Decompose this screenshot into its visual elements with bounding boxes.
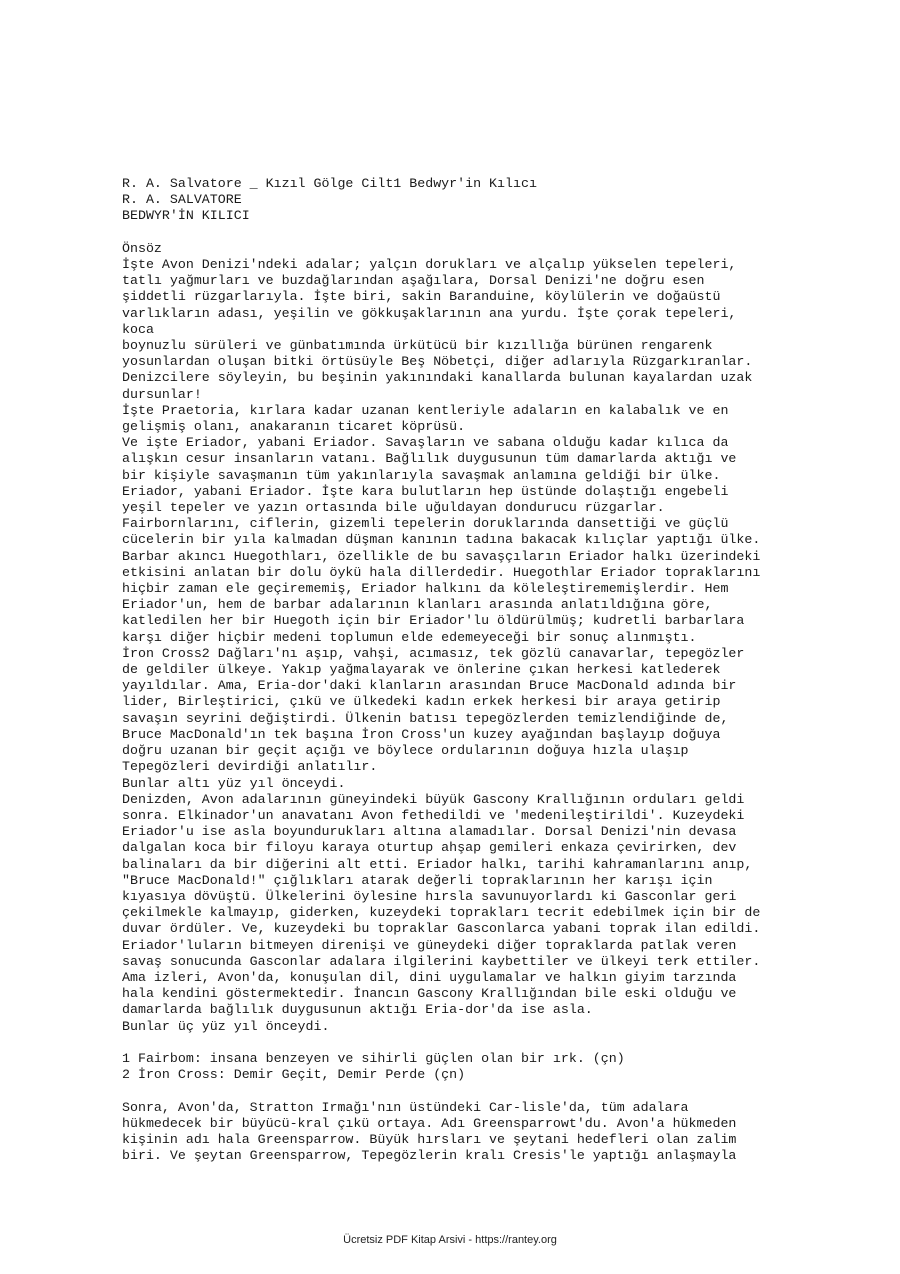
text-line: İşte Avon Denizi'ndeki adalar; yalçın dorukları ve alçalıp yükselen tepeleri,	[122, 257, 737, 272]
text-line: yayıldılar. Ama, Eria-dor'daki klanların arasından Bruce MacDonald adında bir	[122, 678, 737, 694]
text-line: R. A. SALVATORE	[122, 192, 242, 208]
text-line: karşı diğer hiçbir medeni toplumun elde edemeyeceği bir sonuç alınmıştı.	[122, 629, 697, 645]
text-line: koca	[122, 321, 154, 337]
text-line: Denizden, Avon adalarının güneyindeki büyük Gascony Krallığının orduları geldi	[122, 791, 745, 807]
text-line: katledilen her bir Huegoth için bir Eriador'lu öldürülmüş; kudretli barbarlara	[122, 613, 745, 629]
document-body	[122, 176, 822, 1164]
text-line: bir kişiyle savaşmanın tüm yakınlarıyla savaşmak anlamına geldiği bir ülke.	[122, 467, 721, 483]
text-line: Eriador'un, hem de barbar adalarının klanları arasında anlatıldığına göre,	[122, 597, 713, 613]
text-line: Barbar akıncı Huegothları, özellikle de bu savaşçıların Eriador halkı üzerindeki	[122, 548, 761, 564]
text-line: yeşil tepeler ve yazın ortasında bile uğuldayan dondurucu rüzgarlar.	[122, 500, 665, 516]
text-line: de geldiler ülkeye. Yakıp yağmalayarak ve önlerine çıkan herkesi katlederek	[122, 662, 721, 678]
text-line: kişinin adı hala Greensparrow. Büyük hırsları ve şeytani hedefleri olan zalim	[122, 1131, 737, 1147]
text-line: "Bruce MacDonald!" çığlıkları atarak değerli topraklarının her karışı için	[122, 872, 713, 888]
text-line: Eriador, yabani Eriador. İşte kara bulutların hep üstünde dolaştığı engebeli	[122, 483, 729, 499]
text-line: Eriador'luların bitmeyen direnişi ve güneydeki diğer topraklarda patlak veren	[122, 937, 737, 953]
text-line: hala kendini göstermektedir. İnancın Gascony Krallığından bile eski olduğu ve	[122, 986, 737, 1002]
text-line: İron Cross2 Dağları'nı aşıp, vahşi, acımasız, tek gözlü canavarlar, tepegözler	[122, 645, 745, 661]
text-line: şiddetli rüzgarlarıyla. İşte biri, sakin Baranduine, köylülerin ve doğaüstü	[122, 289, 721, 305]
page-footer[interactable]: Ücretsiz PDF Kitap Arsivi - https://rantey.org	[343, 1234, 557, 1246]
text-line: biri. Ve şeytan Greensparrow, Tepegözlerin kralı Cresis'le yaptığı anlaşmayla	[122, 1148, 737, 1164]
text-line: 1 Fairbom: insana benzeyen ve sihirli güçlen olan bir ırk. (çn)	[122, 1050, 625, 1066]
text-line: Fairbornlarını, ciflerin, gizemli tepelerin doruklarında dansettiği ve güçlü	[122, 516, 729, 532]
text-line: Bruce MacDonald'ın tek başına İron Cross'un kuzey ayağından başlayıp doğuya	[122, 726, 721, 742]
text-line: lider, Birleştirici, çıkü ve ülkedeki kadın erkek herkesi bir araya getirip	[122, 694, 721, 710]
text-line: Bunlar üç yüz yıl önceydi.	[122, 1018, 330, 1034]
text-line: BEDWYR'İN KILICI	[122, 208, 250, 224]
text-line: Bunlar altı yüz yıl önceydi.	[122, 775, 346, 791]
text-line: sonra. Elkinador'un anavatanı Avon fethedildi ve 'medenileştirildi'. Kuzeydeki	[122, 807, 745, 823]
text-line: varlıkların adası, yeşilin ve gökkuşaklarının ana yurdu. İşte çorak tepeleri,	[122, 305, 737, 321]
text-line	[122, 1083, 822, 1099]
text-line: 2 İron Cross: Demir Geçit, Demir Perde (çn)	[122, 1067, 466, 1083]
text-line: savaşın seyrini değiştirdi. Ülkenin batısı tepegözlerden temizlendiğinde de,	[122, 710, 729, 726]
text-line: cücelerin bir yıla kalmadan düşman kanının tadına bakacak kılıçlar yaptığı ülke.	[122, 532, 761, 548]
text-line	[122, 225, 822, 241]
text-line: doğru uzanan bir geçit açığı ve böylece ordularının doğuya hızla ulaşıp	[122, 743, 689, 759]
text-line: hükmedecek bir büyücü-kral çıkü ortaya. Adı Greensparrowt'du. Avon'a hükmeden	[122, 1115, 737, 1131]
text-line: İşte Praetoria, kırlara kadar uzanan kentleriyle adaların en kalabalık ve en	[122, 402, 729, 418]
text-line: duvar ördüler. Ve, kuzeydeki bu topraklar Gasconlarca yabani toprak ilan edildi.	[122, 921, 761, 937]
text-line: kıyasıya dövüştü. Ülkelerini öylesine hırsla savunuyorlardı ki Gasconlar geri	[122, 888, 737, 904]
text-line: hiçbir zaman ele geçirememiş, Eriador halkını da köleleştirememişlerdir. Hem	[122, 581, 729, 597]
text-line: çekilmekle kalmayıp, giderken, kuzeydeki toprakları tecrit edebilmek için bir de	[122, 905, 761, 921]
text-line: gelişmiş olanı, anakaranın ticaret köprüsü.	[122, 419, 466, 435]
text-line: dursunlar!	[122, 386, 202, 402]
text-line: balinaları da bir diğerini alt etti. Eriador halkı, tarihi kahramanlarını anıp,	[122, 856, 753, 872]
text-line: etkisini anlatan bir dolu öykü hala dillerdedir. Huegothlar Eriador topraklarını	[122, 564, 761, 580]
text-line: boynuzlu sürüleri ve günbatımında ürkütücü bir kızıllığa bürünen rengarenk	[122, 338, 713, 354]
text-line	[122, 1035, 822, 1051]
text-line: Eriador'u ise asla boyundurukları altına alamadılar. Dorsal Denizi'nin devasa	[122, 824, 737, 840]
text-line: yosunlardan oluşan bitki örtüsüyle Beş Nöbetçi, diğer adlarıyla Rüzgarkıranlar.	[122, 354, 753, 370]
text-line: Ve işte Eriador, yabani Eriador. Savaşların ve sabana olduğu kadar kılıca da	[122, 435, 729, 451]
text-line: Sonra, Avon'da, Stratton Irmağı'nın üstündeki Car-lisle'da, tüm adalara	[122, 1099, 689, 1115]
text-line: alışkın cesur insanların vatanı. Bağlılık duygusunun tüm damarlarda aktığı ve	[122, 451, 737, 467]
text-line: Ama izleri, Avon'da, konuşulan dil, dini uygulamalar ve halkın giyim tarzında	[122, 969, 737, 985]
text-line: Denizcilere söyleyin, bu beşinin yakınındaki kanallarda bulunan kayalardan uzak	[122, 370, 753, 386]
text-line: damarlarda bağlılık duygusunun aktığı Eria-dor'da ise asla.	[122, 1002, 593, 1018]
text-line: tatlı yağmurları ve buzdağlarından aşağılara, Dorsal Denizi'ne doğru esen	[122, 273, 705, 289]
text-line: savaş sonucunda Gasconlar adalara ilgilerini kaybettiler ve ülkeyi terk ettiler.	[122, 953, 761, 969]
text-line: dalgalan koca bir filoyu karaya oturtup ahşap gemileri enkaza çevirirken, dev	[122, 840, 737, 856]
text-line: Önsöz	[122, 240, 162, 256]
text-line: R. A. Salvatore _ Kızıl Gölge Cilt1 Bedwyr'in Kılıcı	[122, 176, 537, 191]
text-line: Tepegözleri devirdiği anlatılır.	[122, 759, 378, 775]
